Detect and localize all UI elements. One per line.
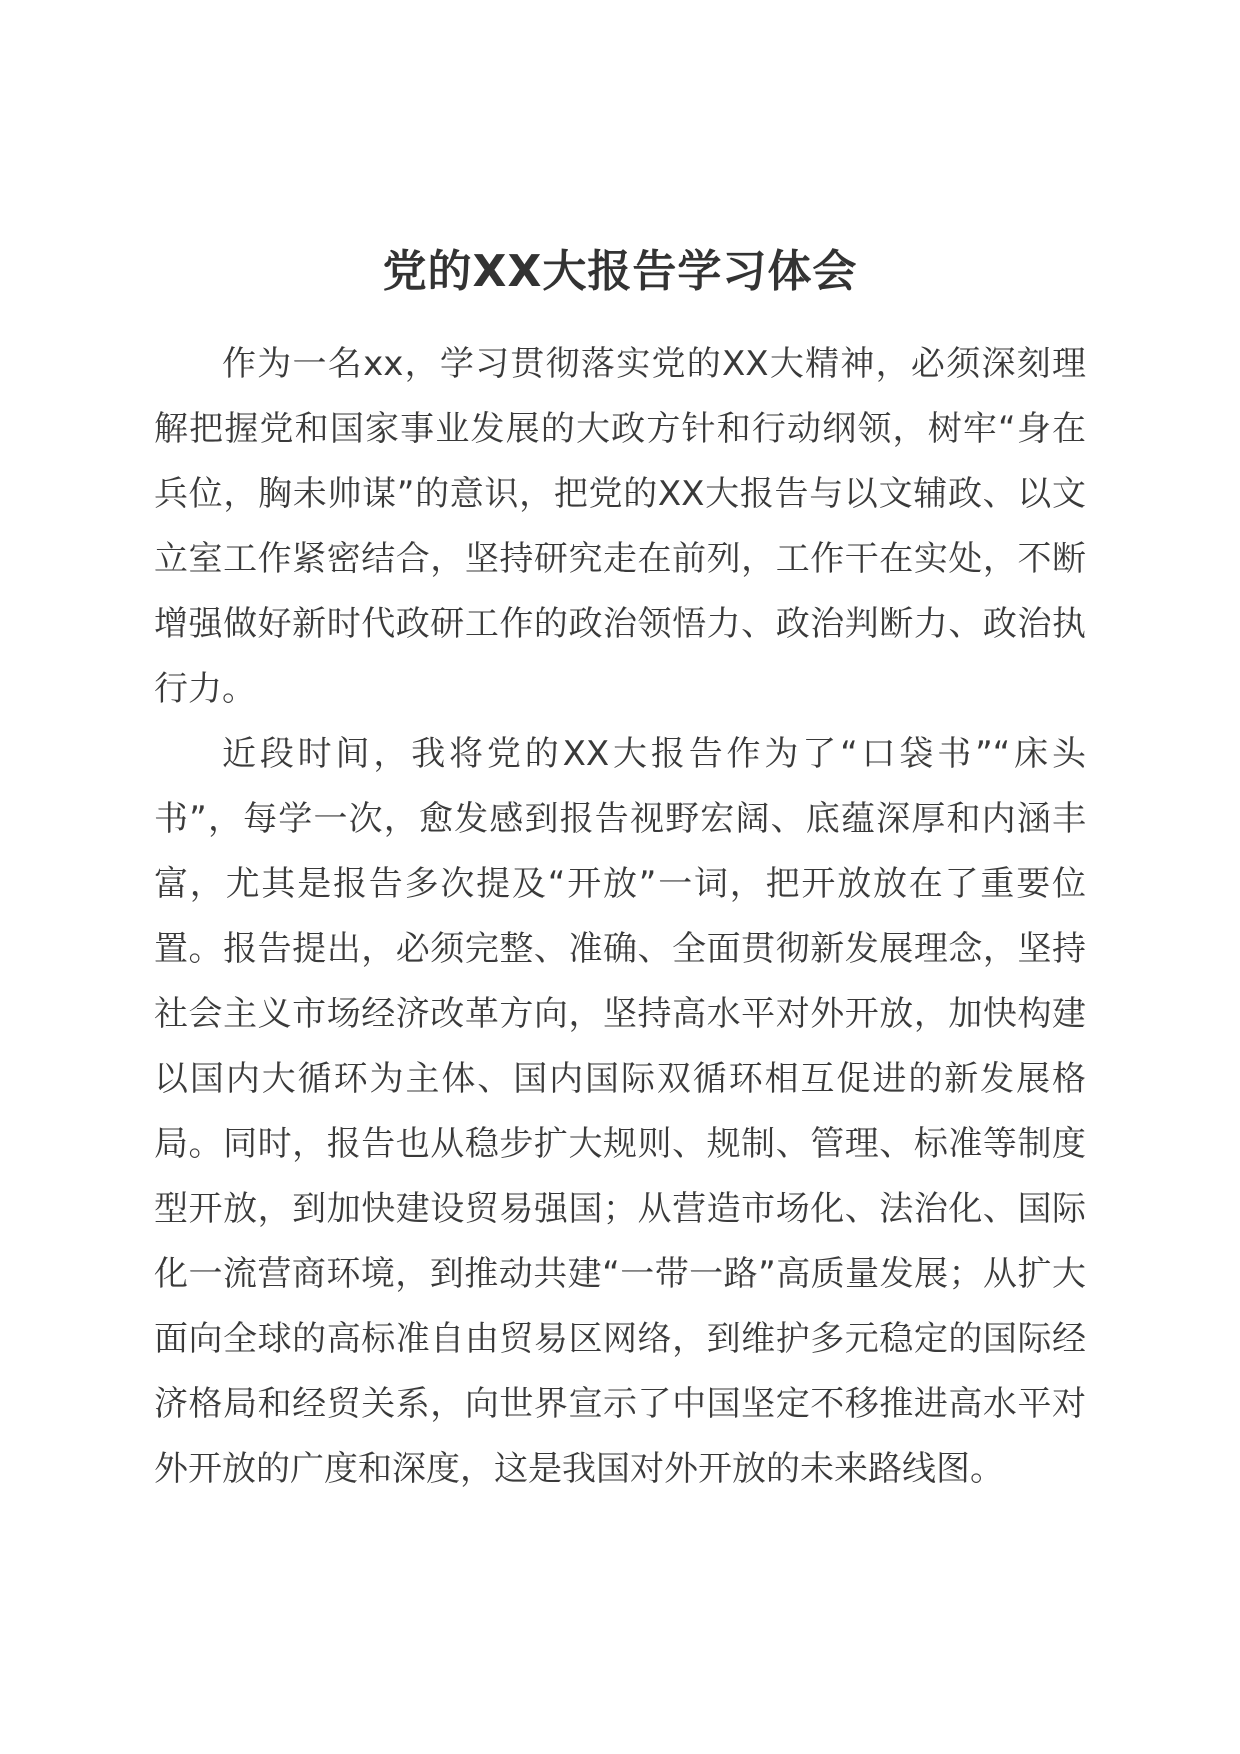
paragraph-2: 近段时间，我将党的XX大报告作为了“口袋书”“床头书”，每学一次，愈发感到报告视野宏阔、底蕴深厚和内涵丰富，尤其是报告多次提及“开放”一词，把开放放在了重要位置。报告提出，必须完整、准确、全面贯彻新发展理念，坚持社会主义市场经济改革方向，坚持高水平对外开放，加快构建以国内大循环为主体、国内国际双循环相互促进的新发展格局。同时，报告也从稳步扩大规则、规制、管理、标准等制度型开放，到加快建设贸易强国；从营造市场化、法治化、国际化一流营商环境，到推动共建“一带一路”高质量发展；从扩大面向全球的高标准自由贸易区网络，到维护多元稳定的国际经济格局和经贸关系，向世界宣示了中国坚定不移推进高水平对外开放的广度和深度，这是我国对外开放的未来路线图。	[154, 734, 1086, 1489]
document-body	[154, 332, 1086, 1502]
document-title: 党的XX大报告学习体会	[382, 246, 858, 297]
paragraph-1: 作为一名xx，学习贯彻落实党的XX大精神，必须深刻理解把握党和国家事业发展的大政方针和行动纲领，树牢“身在兵位，胸未帅谋”的意识，把党的XX大报告与以文辅政、以文立室工作紧密结合，坚持研究走在前列，工作干在实处，不断增强做好新时代政研工作的政治领悟力、政治判断力、政治执行力。	[154, 344, 1086, 709]
